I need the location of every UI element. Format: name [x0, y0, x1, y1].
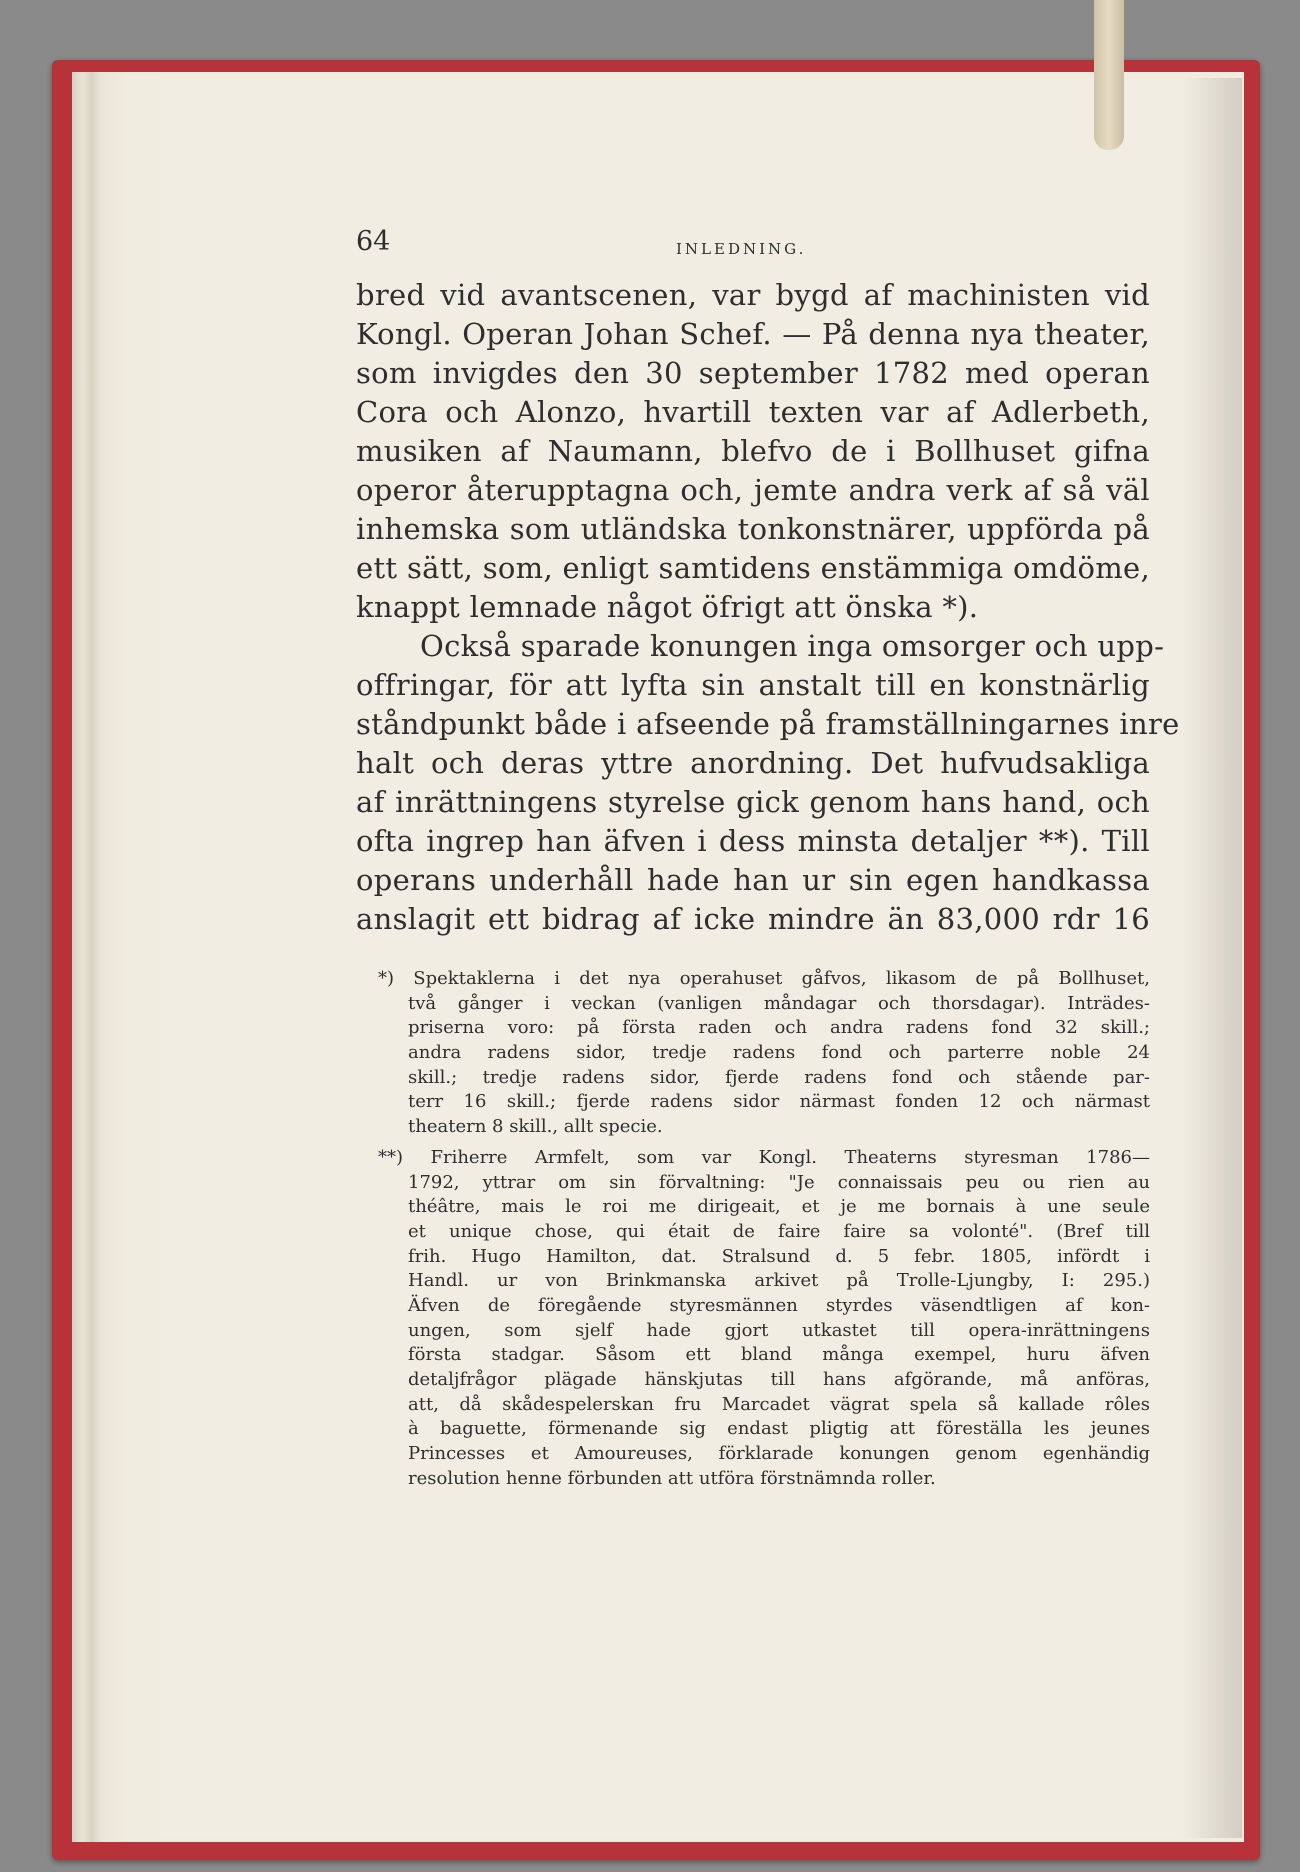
footnote-line: **) Friherre Armfelt, som var Kongl. Theaterns styresman 1786— [378, 1146, 1150, 1168]
footnote-line: théâtre, mais le roi me dirigeait, et je me bornais à une seule [408, 1196, 1150, 1218]
text-line: musiken af Naumann, blefvo de i Bollhuset gifna [356, 434, 1150, 468]
text-line: ett sätt, som, enligt samtidens enstämmiga omdöme, [356, 551, 1150, 585]
text-line: operans underhåll hade han ur sin egen handkassa [356, 863, 1150, 897]
footnote-line: et unique chose, qui était de faire faire sa volonté". (Bref till [408, 1220, 1150, 1242]
text-line: Också sparade konungen inga omsorger och upp- [420, 629, 1165, 663]
footnote-line: andra radens sidor, tredje radens fond och parterre noble 24 [408, 1042, 1150, 1064]
main-text [356, 276, 1180, 939]
footnote-line: Äfven de föregående styresmännen styrdes väsendtligen af kon- [408, 1294, 1150, 1316]
footnote-2 [356, 1146, 1150, 1492]
footnote-line: priserna voro: på första raden och andra radens fond 32 skill.; [408, 1017, 1150, 1039]
text-line: anslagit ett bidrag af icke mindre än 83,000 rdr 16 [356, 902, 1150, 936]
footnotes [356, 967, 1150, 1491]
footnote-line: detaljfrågor plägade hänskjutas till hans afgörande, må anföras, [408, 1369, 1150, 1390]
footnote-line: theatern 8 skill., allt specie. [408, 1116, 663, 1138]
page-number: 64 [356, 226, 391, 257]
footnote-line: terr 16 skill.; fjerde radens sidor närmast fonden 12 och närmast [408, 1091, 1150, 1113]
footnote-line: resolution henne förbunden att utföra förstnämnda roller. [408, 1467, 936, 1489]
text-line: Kongl. Operan Johan Schef. — På denna nya theater, [356, 317, 1150, 351]
footnote-line: *) Spektaklerna i det nya operahuset gåfvos, likasom de på Bollhuset, [378, 968, 1150, 989]
footnote-line: Princesses et Amoureuses, förklarade konungen genom egenhändig [408, 1443, 1150, 1465]
footnote-line: Handl. ur von Brinkmanska arkivet på Trolle-Ljungby, I: 295.) [408, 1270, 1150, 1292]
text-line: ofta ingrep han äfven i dess minsta detaljer **). Till [356, 824, 1150, 858]
running-head: INLEDNING. [676, 240, 807, 258]
text-line: inhemska som utländska tonkonstnärer, uppförda på [356, 512, 1150, 546]
footnote-1 [356, 967, 1150, 1140]
text-line: ståndpunkt både i afseende på framställningarnes inre [356, 707, 1180, 741]
footnote-line: frih. Hugo Hamilton, dat. Stralsund d. 5 febr. 1805, infördt i [408, 1245, 1150, 1267]
footnote-line: skill.; tredje radens sidor, fjerde radens fond och stående par- [408, 1066, 1150, 1088]
text-line: halt och deras yttre anordning. Det hufvudsakliga [356, 746, 1150, 780]
text-line: knappt lemnade något öfrigt att önska *). [356, 590, 979, 624]
footnote-line: två gånger i veckan (vanligen måndagar och thorsdagar). Inträdes- [408, 992, 1150, 1014]
page-header [356, 226, 1150, 266]
text-line: offringar, för att lyfta sin anstalt till en konstnärlig [356, 668, 1150, 702]
text-line: bred vid avantscenen, var bygd af machinisten vid [356, 278, 1150, 312]
footnote-line: att, då skådespelerskan fru Marcadet vägrat spela så kallade rôles [408, 1393, 1150, 1415]
footnote-line: första stadgar. Såsom ett bland många exempel, huru äfven [408, 1344, 1150, 1366]
text-line: operor återupptagna och, jemte andra verk af så väl [356, 473, 1150, 507]
footnote-line: ungen, som sjelf hade gjort utkastet till opera-inrättningens [408, 1319, 1150, 1341]
text-line: af inrättningens styrelse gick genom hans hand, och [356, 785, 1150, 819]
gutter-shadow [1182, 78, 1242, 1838]
footnote-line: à baguette, förmenande sig endast pligtig att föreställa les jeunes [408, 1418, 1150, 1440]
text-line: Cora och Alonzo, hvartill texten var af Adlerbeth, [356, 395, 1150, 429]
text-line: som invigdes den 30 september 1782 med operan [356, 356, 1150, 390]
page-text-area [356, 226, 1180, 1491]
footnote-line: 1792, yttrar om sin förvaltning: "Je connaissais peu ou rien au [408, 1171, 1150, 1193]
bookmark-ribbon [1094, 0, 1124, 150]
